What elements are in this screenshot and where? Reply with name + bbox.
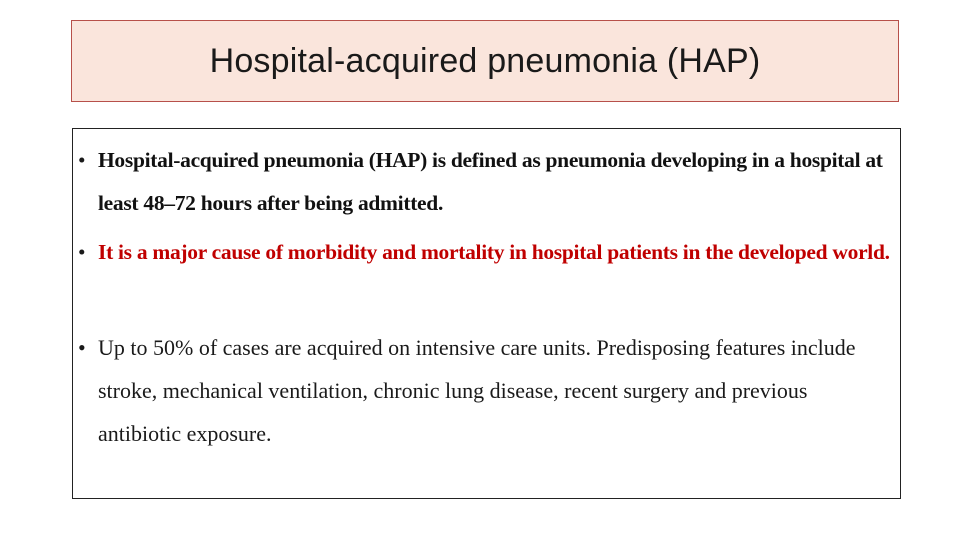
title-banner (71, 20, 899, 102)
bullet-marker: • (78, 240, 86, 264)
content-box (72, 128, 901, 499)
slide-title: Hospital-acquired pneumonia (HAP) (209, 41, 761, 80)
bullet-text: It is a major cause of morbidity and mortality in hospital patients in the developed world. (98, 240, 890, 264)
bullet-item-morbidity (73, 231, 902, 274)
bullet-marker: • (78, 148, 86, 172)
bullet-text: Hospital-acquired pneumonia (HAP) is defined as pneumonia developing in a hospital at least 48–72 hours after being admitted. (98, 148, 883, 215)
bullet-marker: • (78, 335, 86, 360)
bullet-text: Up to 50% of cases are acquired on intensive care units. Predisposing features include stroke, mechanical ventilation, chronic lung disease, recent surgery and previous antibiotic exposure. (98, 335, 856, 446)
bullet-item-risk-factors (73, 326, 902, 455)
bullet-item-definition (73, 139, 902, 225)
